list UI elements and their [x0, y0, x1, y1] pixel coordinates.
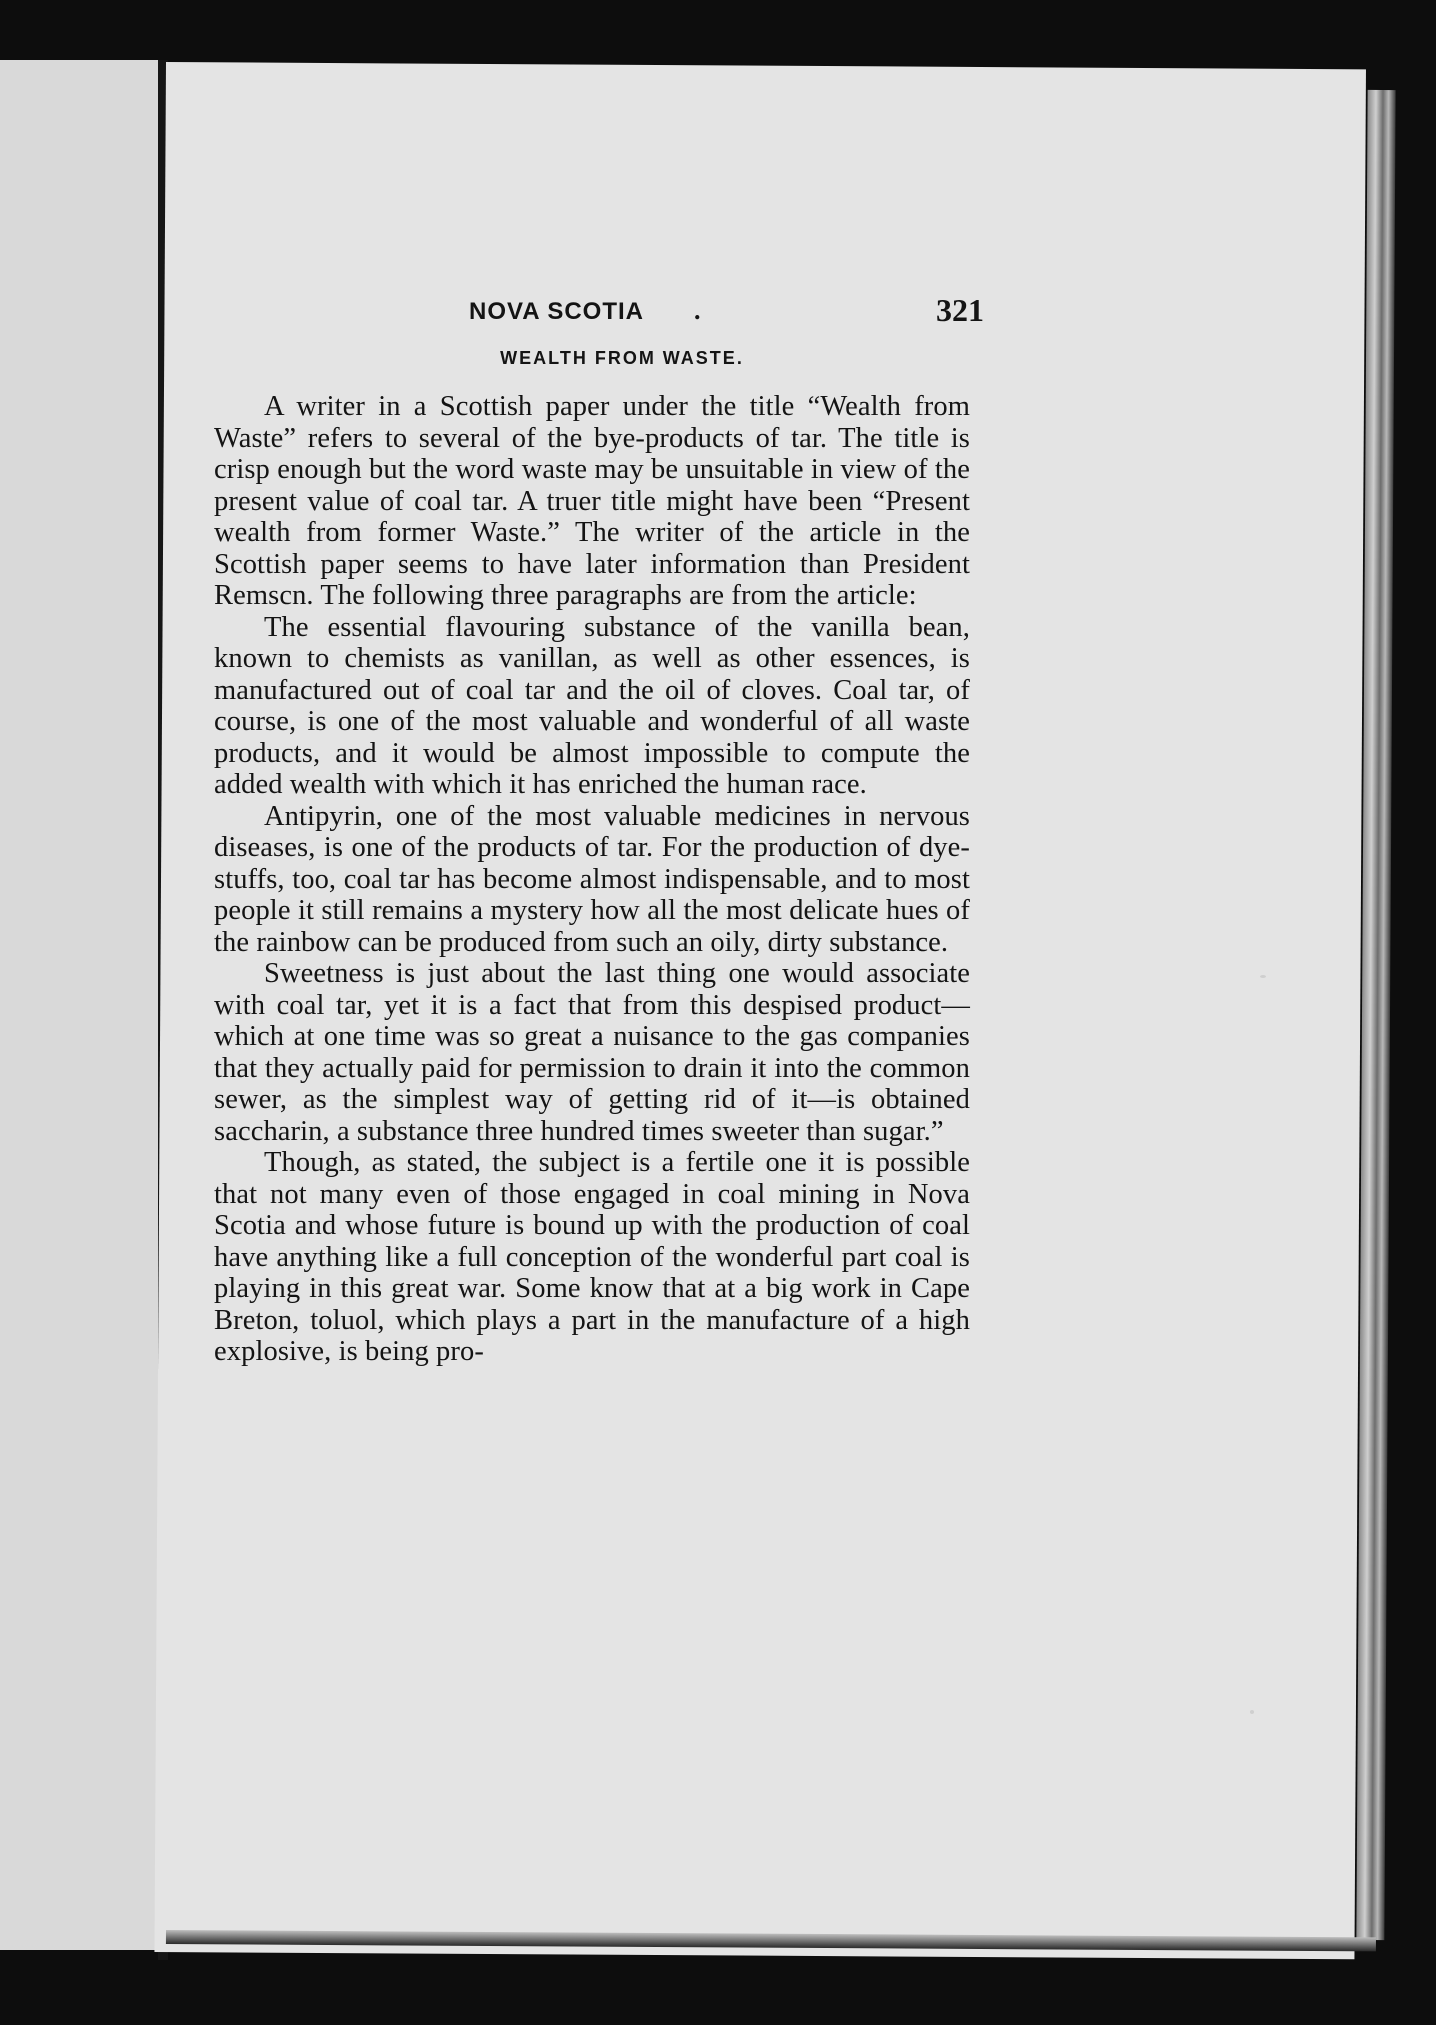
quoted-paragraph: The essential flavouring substance of the vanilla bean, known to chemists as vanillan, as well as other essences, is manufactured out of coal tar and the oil of cloves. Coal tar, of course, is one of the most valuable and wonderful of all waste products, and it would be almost impossible to compute the added wealth with which it has enriched the human race. — [214, 611, 970, 800]
page-number: 321 — [936, 292, 984, 328]
quoted-paragraph: Sweetness is just about the last thing one would associate with coal tar, yet it is a fact that from this despised product—which at one time was so great a nuisance to the gas companies that they actually paid for permission to drain it into the common sewer, as the simplest way of getting rid of it—is obtained saccharin, a substance three hundred times sweeter than sugar.” — [214, 958, 970, 1147]
page-text — [214, 286, 984, 1368]
body-paragraph: Though, as stated, the subject is a fertile one it is possible that not many even of those engaged in coal mining in Nova Scotia and whose future is bound up with the production of coal have anything like a full conception of the wonderful part coal is playing in this great war. Some know that at a big work in Cape Breton, toluol, which plays a part in the manufacture of a high explosive, is being pro- — [214, 1147, 970, 1367]
running-head-separator: . — [694, 296, 701, 325]
quoted-paragraph: Antipyrin, one of the most valuable medicines in nervous diseases, is one of the products of tar. For the production of dye-stuffs, too, coal tar has become almost indispensable, and to most people it still remains a mystery how all the most delicate hues of the rainbow can be produced from such an oily, dirty substance. — [214, 800, 970, 958]
scan-speck — [1260, 975, 1266, 978]
scan-speck — [1250, 1710, 1254, 1714]
running-head-title: NOVA SCOTIA — [469, 298, 645, 325]
running-head — [214, 286, 984, 336]
facing-page-edge — [0, 60, 160, 1950]
body-paragraph: A writer in a Scottish paper under the title “Wealth from Waste” refers to several of the bye-products of tar. The title is crisp enough but the word waste may be unsuitable in view of the present value of coal tar. A truer title might have been “Present wealth from former Waste.” The writer of the article in the Scottish paper seems to have later information than President Remscn. The following three paragraphs are from the article: — [214, 391, 970, 611]
section-title: WEALTH FROM WASTE. — [500, 348, 744, 368]
